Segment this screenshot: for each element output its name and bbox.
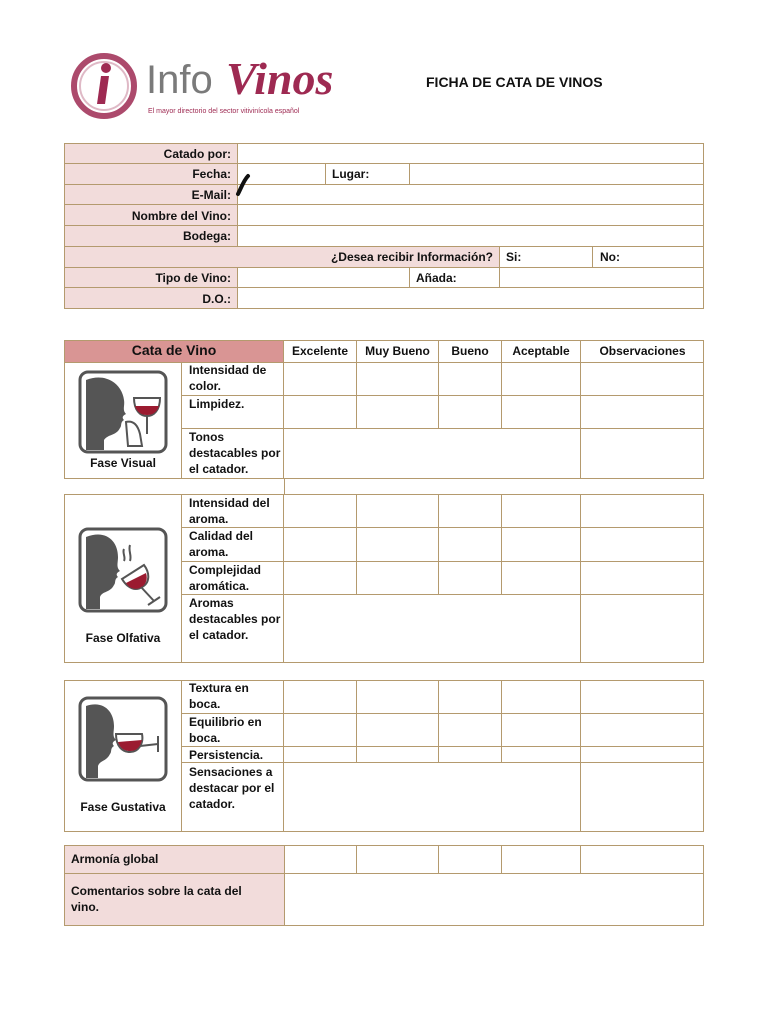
gustativa-row-4: Sensaciones a destacar por el catador. [189, 765, 275, 811]
fase-gustativa-label: Fase Gustativa [80, 800, 166, 814]
logo-circle-icon [68, 48, 140, 120]
cata-title: Cata de Vino [131, 342, 217, 358]
logo-info-text: Info [146, 58, 213, 102]
visual-row-3: Tonos destacables por el catador. [189, 430, 281, 476]
fase-visual-label: Fase Visual [90, 456, 156, 470]
fase-olfativa-label: Fase Olfativa [85, 631, 161, 645]
page-title: FICHA DE CATA DE VINOS [426, 74, 603, 90]
logo-vinos-text: Vinos [226, 53, 334, 104]
col-bueno: Bueno [451, 344, 489, 358]
do-field[interactable] [238, 288, 703, 308]
col-observaciones: Observaciones [599, 344, 686, 358]
email-field[interactable] [238, 185, 703, 204]
si-label: Si: [506, 250, 522, 264]
catado-por-field[interactable] [238, 144, 703, 163]
no-label: No: [600, 250, 620, 264]
wine-glass-drinker-icon [78, 370, 168, 454]
gustativa-icon-box [78, 696, 168, 782]
si-field[interactable] [525, 247, 591, 267]
pen-mark-icon [232, 172, 252, 198]
armonia-label: Armonía global [71, 852, 159, 866]
comentarios-label: Comentarios sobre la cata del vino. [71, 884, 242, 914]
col-muy-bueno: Muy Bueno [365, 344, 430, 358]
tipo-vino-field[interactable] [238, 268, 409, 287]
olfativa-row-4: Aromas destacables por el catador. [189, 596, 281, 642]
do-label: D.O.: [202, 292, 231, 306]
gustativa-row-1: Textura en boca. [189, 681, 249, 711]
email-label: E-Mail: [191, 188, 231, 202]
comentarios-field[interactable] [285, 874, 703, 925]
visual-row-1: Intensidad de color. [189, 363, 267, 393]
visual-row-2: Limpidez. [189, 397, 245, 411]
nombre-vino-field[interactable] [238, 205, 703, 225]
lugar-field[interactable] [410, 164, 703, 184]
anada-field[interactable] [500, 268, 703, 287]
olfativa-icon-box [78, 527, 168, 613]
bodega-label: Bodega: [183, 229, 231, 243]
info-question-label: ¿Desea recibir Información? [330, 250, 493, 264]
bodega-field[interactable] [238, 226, 703, 246]
wine-glass-tasting-icon [78, 696, 168, 782]
tipo-vino-label: Tipo de Vino: [155, 271, 231, 285]
olfativa-row-1: Intensidad del aroma. [189, 496, 270, 526]
visual-icon-box [78, 370, 168, 454]
anada-label: Añada: [416, 271, 457, 285]
gustativa-row-2: Equilibrio en boca. [189, 715, 262, 745]
olfativa-row-3: Complejidad aromática. [189, 563, 262, 593]
col-excelente: Excelente [291, 344, 349, 358]
wine-glass-smell-icon [78, 527, 168, 613]
no-field[interactable] [622, 247, 702, 267]
fecha-label: Fecha: [192, 167, 231, 181]
infovinos-logo [68, 48, 338, 128]
olfativa-row-2: Calidad del aroma. [189, 529, 254, 559]
col-aceptable: Aceptable [512, 344, 570, 358]
gustativa-row-3: Persistencia. [189, 748, 264, 762]
nombre-vino-label: Nombre del Vino: [131, 209, 231, 223]
logo-tagline: El mayor directorio del sector vitivinícola español [148, 108, 300, 115]
lugar-label: Lugar: [332, 167, 370, 181]
catado-por-label: Catado por: [163, 147, 231, 161]
